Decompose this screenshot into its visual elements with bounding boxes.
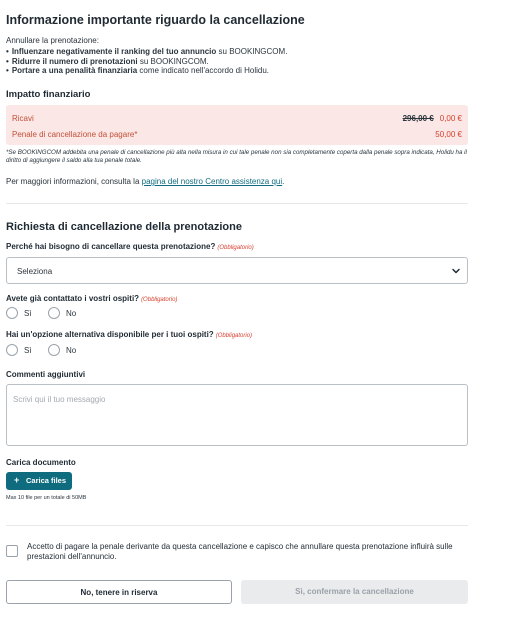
help-center-text xyxy=(6,177,284,186)
contacted-yes-radio[interactable] xyxy=(6,307,18,319)
reason-label xyxy=(6,242,254,251)
upload-button-label: Carica files xyxy=(26,476,67,485)
info-intro: Annullare la prenotazione: xyxy=(6,36,99,45)
alternative-label xyxy=(6,330,252,339)
accept-checkbox[interactable] xyxy=(6,545,18,557)
bullet-rest: su BOOKINGCOM. xyxy=(216,47,288,56)
bullet-bold: Influenzare negativamente il ranking del tuo annuncio xyxy=(11,47,217,56)
contacted-yes-label[interactable]: Sì xyxy=(24,309,32,318)
financial-impact-box xyxy=(6,105,468,145)
revenue-value: 0,00 € xyxy=(439,114,462,123)
bullet-bold: Portare a una penalità finanziaria xyxy=(11,66,138,76)
upload-files-button[interactable] xyxy=(6,472,72,490)
bullet-bold: Ridurre il numero di prenotazioni xyxy=(11,56,138,66)
revenue-values xyxy=(403,114,462,123)
help-center-link[interactable]: pagina del nostro Centro assistenza qui xyxy=(141,177,283,186)
plus-icon: + xyxy=(14,475,20,485)
divider xyxy=(6,525,468,526)
alternative-no-label[interactable]: No xyxy=(66,346,77,355)
penalty-note: *Se BOOKINGCOM addebita una penale di cancellazione più alta nella misura in cui tale penale non sia completamente coperta dalla penale sopra indicata, Holidu ha il diritto di aggiungere il saldo alla tua penale totale. xyxy=(6,149,467,164)
financial-title: Impatto finanziario xyxy=(6,89,91,100)
comments-label: Commenti aggiuntivi xyxy=(6,370,86,379)
required-tag: (Obbligatorio) xyxy=(141,297,178,303)
alternative-question: Hai un'opzione alternativa disponibile per i tuoi ospiti? xyxy=(6,330,214,339)
upload-hint: Max 10 file per un totale di 50MB xyxy=(6,495,87,501)
contacted-no-radio[interactable] xyxy=(48,307,60,319)
upload-label: Carica documento xyxy=(6,458,76,467)
contacted-question: Avete già contattato i vostri ospiti? xyxy=(6,294,140,303)
info-title: Informazione importante riguardo la cancellazione xyxy=(6,13,305,27)
confirm-cancellation-button[interactable]: Sì, confermare la cancellazione xyxy=(241,580,468,604)
contacted-no-label[interactable]: No xyxy=(66,309,77,318)
bullet-rest: come indicato nell'accordo di Holidu. xyxy=(137,66,270,76)
help-prefix: Per maggiori informazioni, consulta la xyxy=(6,177,142,186)
penalty-value: 50,00 € xyxy=(435,130,462,139)
bullet-symbol: • xyxy=(6,66,9,76)
alternative-no-radio[interactable] xyxy=(48,344,60,356)
contacted-radio-group xyxy=(6,307,126,321)
request-title: Richiesta di cancellazione della prenotazione xyxy=(6,221,242,233)
penalty-label: Penale di cancellazione da pagare* xyxy=(12,130,138,139)
revenue-old-value: 296,00 € xyxy=(402,114,434,123)
consequences-list xyxy=(6,47,287,76)
chevron-down-icon xyxy=(451,266,461,276)
list-item xyxy=(6,57,287,67)
reason-select[interactable] xyxy=(6,257,468,284)
accept-text[interactable]: Accetto di pagare la penale derivante da questa cancellazione e capisco che annullare questa prenotazione influirà sulle prestazioni dell'annuncio. xyxy=(27,542,453,561)
bullet-rest: su BOOKINGCOM. xyxy=(137,56,209,66)
select-value: Seleziona xyxy=(17,267,53,276)
keep-reservation-button[interactable]: No, tenere in riserva xyxy=(6,580,232,604)
alternative-yes-label[interactable]: Sì xyxy=(24,346,32,355)
bullet-symbol: • xyxy=(6,56,9,66)
list-item xyxy=(6,66,287,76)
divider xyxy=(6,203,468,204)
comments-placeholder: Scrivi qui il tuo messaggio xyxy=(13,395,106,404)
bullet-symbol: • xyxy=(6,47,9,56)
penalty-row xyxy=(12,128,462,142)
list-item xyxy=(6,47,287,57)
contacted-label xyxy=(6,294,177,303)
alternative-radio-group xyxy=(6,344,126,358)
revenue-label: Ricavi xyxy=(12,114,34,123)
comments-textarea[interactable] xyxy=(6,384,468,446)
required-tag: (Obbligatorio) xyxy=(217,245,254,251)
reason-question: Perché hai bisogno di cancellare questa prenotazione? xyxy=(6,242,216,251)
revenue-row xyxy=(12,112,462,126)
help-suffix: . xyxy=(282,177,285,186)
alternative-yes-radio[interactable] xyxy=(6,344,18,356)
required-tag: (Obbligatorio) xyxy=(215,333,253,339)
